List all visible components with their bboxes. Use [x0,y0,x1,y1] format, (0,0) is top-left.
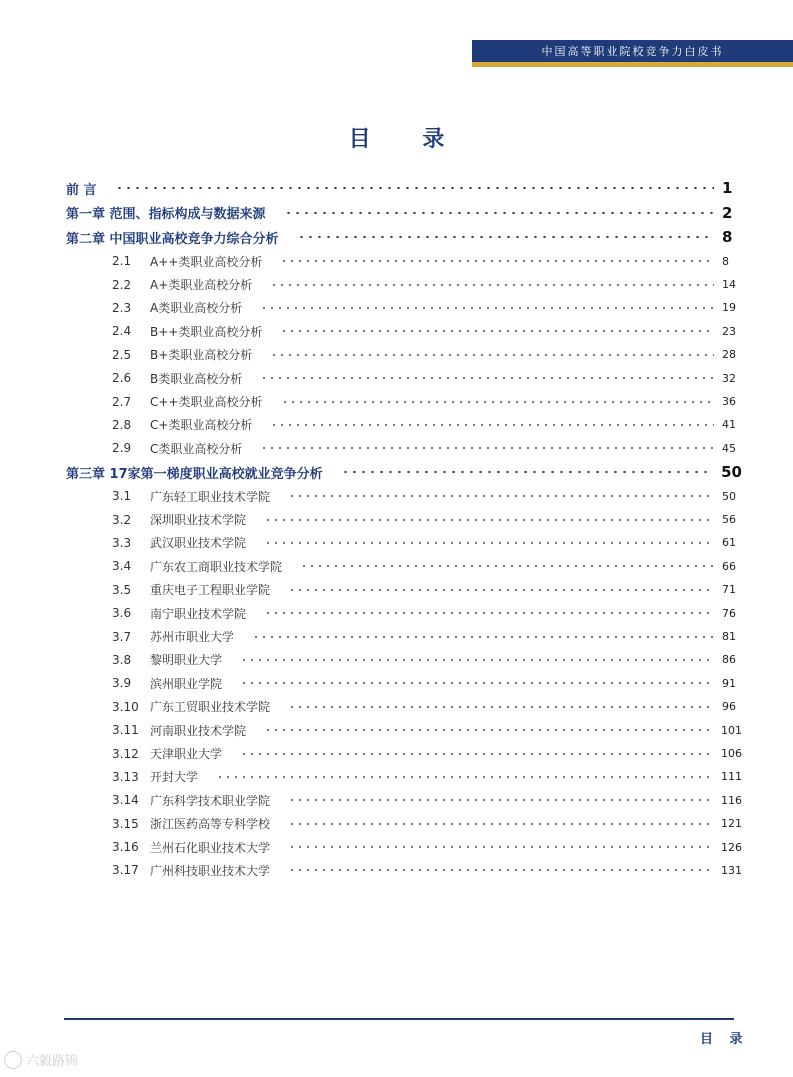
toc-section-page: 131 [721,863,742,877]
toc-leader-dots [264,729,713,731]
toc-section-row[interactable] [66,695,742,718]
toc-leader-dots [252,636,714,638]
toc-section-number: 3.9 [112,676,132,691]
toc-section-number: 3.13 [112,769,139,784]
toc-section-number: 2.2 [112,277,132,292]
toc-section-row[interactable] [66,601,742,624]
toc-section-page: 116 [721,793,742,807]
toc-leader-dots [288,706,714,708]
toc-section-row[interactable] [66,765,742,788]
toc-chapter-row[interactable] [66,460,742,485]
toc-leader-dots [288,495,714,497]
toc-leader-dots [300,565,714,567]
header-title-bar [472,40,793,62]
toc-section-label: A++类职业高校分析 [150,254,263,269]
toc-section-number: 2.8 [112,417,132,432]
toc-section-number: 2.4 [112,324,132,339]
toc-section-number: 3.17 [112,863,139,878]
toc-leader-dots [264,612,714,614]
toc-leader-dots [280,330,714,332]
toc-section-page: 101 [721,723,742,737]
toc-section-label: 广东工贸职业技术学院 [150,700,271,715]
toc-section-page: 121 [721,817,742,831]
toc-section-page: 19 [722,301,736,315]
toc-leader-dots [264,519,714,521]
toc-chapter-row[interactable] [66,176,742,201]
toc-section-row[interactable] [66,485,742,508]
toc-leader-dots [216,776,713,778]
toc-leader-dots [288,589,714,591]
toc-section-page: 76 [722,606,736,620]
toc-section-row[interactable] [66,625,742,648]
toc-section-number: 2.7 [112,394,132,409]
toc-section-label: 武汉职业技术学院 [150,536,247,551]
toc-section-page: 96 [722,700,736,714]
toc-section-label: 滨州职业学院 [150,676,223,691]
toc-leader-dots [264,542,714,544]
toc-section-row[interactable] [66,859,742,882]
footer-label: 目 录 [700,1032,749,1047]
toc-section-page: 32 [722,371,736,385]
toc-leader-dots [288,869,713,871]
toc-section-label: 兰州石化职业技术大学 [150,840,271,855]
toc-section-page: 86 [722,653,736,667]
toc-leader-dots [280,260,714,262]
toc-section-row[interactable] [66,718,742,741]
toc-leader-dots [260,377,714,379]
toc-section-number: 2.1 [112,254,132,269]
toc-section-label: 开封大学 [150,770,199,785]
toc-section-number: 3.2 [112,512,132,527]
toc-leader-dots [270,284,714,286]
toc-chapter-page: 8 [722,228,733,247]
toc-section-label: C+类职业高校分析 [150,418,253,433]
toc-section-row[interactable] [66,413,742,436]
toc-section-page: 14 [722,278,736,292]
toc-section-number: 2.3 [112,300,132,315]
toc-section-row[interactable] [66,555,742,578]
toc-section-number: 3.6 [112,606,132,621]
toc-section-number: 3.1 [112,489,132,504]
toc-section-row[interactable] [66,390,742,413]
toc-section-page: 50 [722,489,736,503]
toc-section-page: 28 [722,348,736,362]
toc-section-row[interactable] [66,250,742,273]
toc-section-row[interactable] [66,508,742,531]
header-title: 中国高等职业院校竞争力白皮书 [541,45,724,58]
toc-section-number: 3.15 [112,816,139,831]
toc-section-page: 111 [721,770,742,784]
toc-chapter-row[interactable] [66,201,742,226]
toc-section-label: B+类职业高校分析 [150,348,253,363]
toc-leader-dots [260,307,714,309]
toc-section-page: 91 [722,676,736,690]
toc-section-number: 3.16 [112,840,139,855]
toc-leader-dots [288,823,713,825]
toc-section-label: 浙江医药高等专科学校 [150,817,271,832]
toc-section-row[interactable] [66,742,742,765]
toc-section-page: 61 [722,536,736,550]
toc-section-label: 广东科学技术职业学院 [150,793,271,808]
toc-section-row[interactable] [66,672,742,695]
watermark [4,1050,78,1069]
toc-section-page: 36 [722,395,736,409]
toc-section-label: A+类职业高校分析 [150,278,253,293]
toc-section-row[interactable] [66,578,742,601]
toc-leader-dots [240,682,714,684]
toc-section-page: 106 [721,747,742,760]
table-of-contents [66,176,742,882]
toc-chapter-row[interactable] [66,225,742,250]
toc-section-number: 3.5 [112,582,132,597]
toc-section-label: 重庆电子工程职业学院 [150,583,271,598]
toc-section-row[interactable] [66,273,742,296]
toc-leader-dots [240,659,714,661]
toc-section-label: 苏州市职业大学 [150,630,235,645]
toc-chapter-label: 第一章 范围、指标构成与数据来源 [66,207,266,223]
toc-title: 目 录 [348,127,467,152]
toc-section-row[interactable] [66,343,742,366]
toc-section-row[interactable] [66,366,742,389]
toc-chapter-page: 1 [722,179,733,198]
toc-section-number: 3.3 [112,535,132,550]
toc-section-number: 3.14 [112,793,139,808]
toc-section-number: 3.11 [112,723,139,738]
toc-section-page: 81 [722,630,736,644]
toc-section-page: 66 [722,559,736,573]
toc-leader-dots [288,799,713,801]
toc-section-label: 南宁职业技术学院 [150,606,247,621]
toc-section-page: 71 [722,583,736,597]
toc-section-number: 2.9 [112,441,132,456]
toc-section-number: 3.10 [112,699,139,714]
toc-section-page: 56 [722,513,736,527]
toc-section-label: B++类职业高校分析 [150,324,263,339]
toc-section-number: 3.12 [112,746,139,761]
toc-chapter-page: 2 [722,203,733,222]
watermark-logo-icon [4,1051,22,1069]
toc-section-page: 126 [721,840,742,854]
toc-section-row[interactable] [66,789,742,812]
toc-leader-dots [297,236,714,238]
toc-chapter-label: 前 言 [66,182,97,198]
footer-divider [64,1018,734,1020]
toc-section-row[interactable] [66,296,742,319]
toc-chapter-label: 第三章 17家第一梯度职业高校就业竞争分析 [66,466,323,482]
toc-chapter-label: 第二章 中国职业高校竞争力综合分析 [66,231,279,247]
toc-section-row[interactable] [66,320,742,343]
toc-chapter-page: 50 [721,463,742,482]
toc-section-page: 41 [722,418,736,432]
toc-section-row[interactable] [66,531,742,554]
toc-leader-dots [288,846,713,848]
toc-leader-dots [270,354,714,356]
toc-section-label: B类职业高校分析 [150,371,243,386]
toc-section-page: 8 [722,254,729,268]
toc-leader-dots [115,187,714,189]
toc-section-number: 3.7 [112,629,132,644]
watermark-text: 六豰路锦 [26,1054,79,1069]
toc-leader-dots [341,471,714,473]
toc-leader-dots [260,447,714,449]
toc-section-label: 广东轻工职业技术学院 [150,489,271,504]
toc-section-label: C++类职业高校分析 [150,395,263,410]
toc-leader-dots [284,212,714,214]
toc-section-label: 黎明职业大学 [150,653,223,668]
toc-section-row[interactable] [66,835,742,858]
toc-leader-dots [281,401,715,403]
toc-leader-dots [270,424,714,426]
toc-section-label: 深圳职业技术学院 [150,513,247,528]
toc-leader-dots [240,753,713,755]
toc-section-page: 45 [722,441,736,455]
toc-section-label: 广州科技职业技术大学 [150,863,271,878]
toc-section-row[interactable] [66,437,742,460]
toc-section-number: 2.6 [112,371,132,386]
toc-section-number: 3.4 [112,559,132,574]
header-accent-stripe [472,62,793,67]
toc-section-label: C类职业高校分析 [150,441,243,456]
toc-section-page: 23 [722,324,736,338]
toc-section-label: A类职业高校分析 [150,301,243,316]
toc-section-row[interactable] [66,648,742,671]
toc-section-label: 河南职业技术学院 [150,723,247,738]
toc-section-row[interactable] [66,812,742,835]
toc-section-label: 天津职业大学 [150,747,223,761]
toc-section-label: 广东农工商职业技术学院 [150,559,283,574]
toc-section-number: 2.5 [112,347,132,362]
toc-section-number: 3.8 [112,652,132,667]
